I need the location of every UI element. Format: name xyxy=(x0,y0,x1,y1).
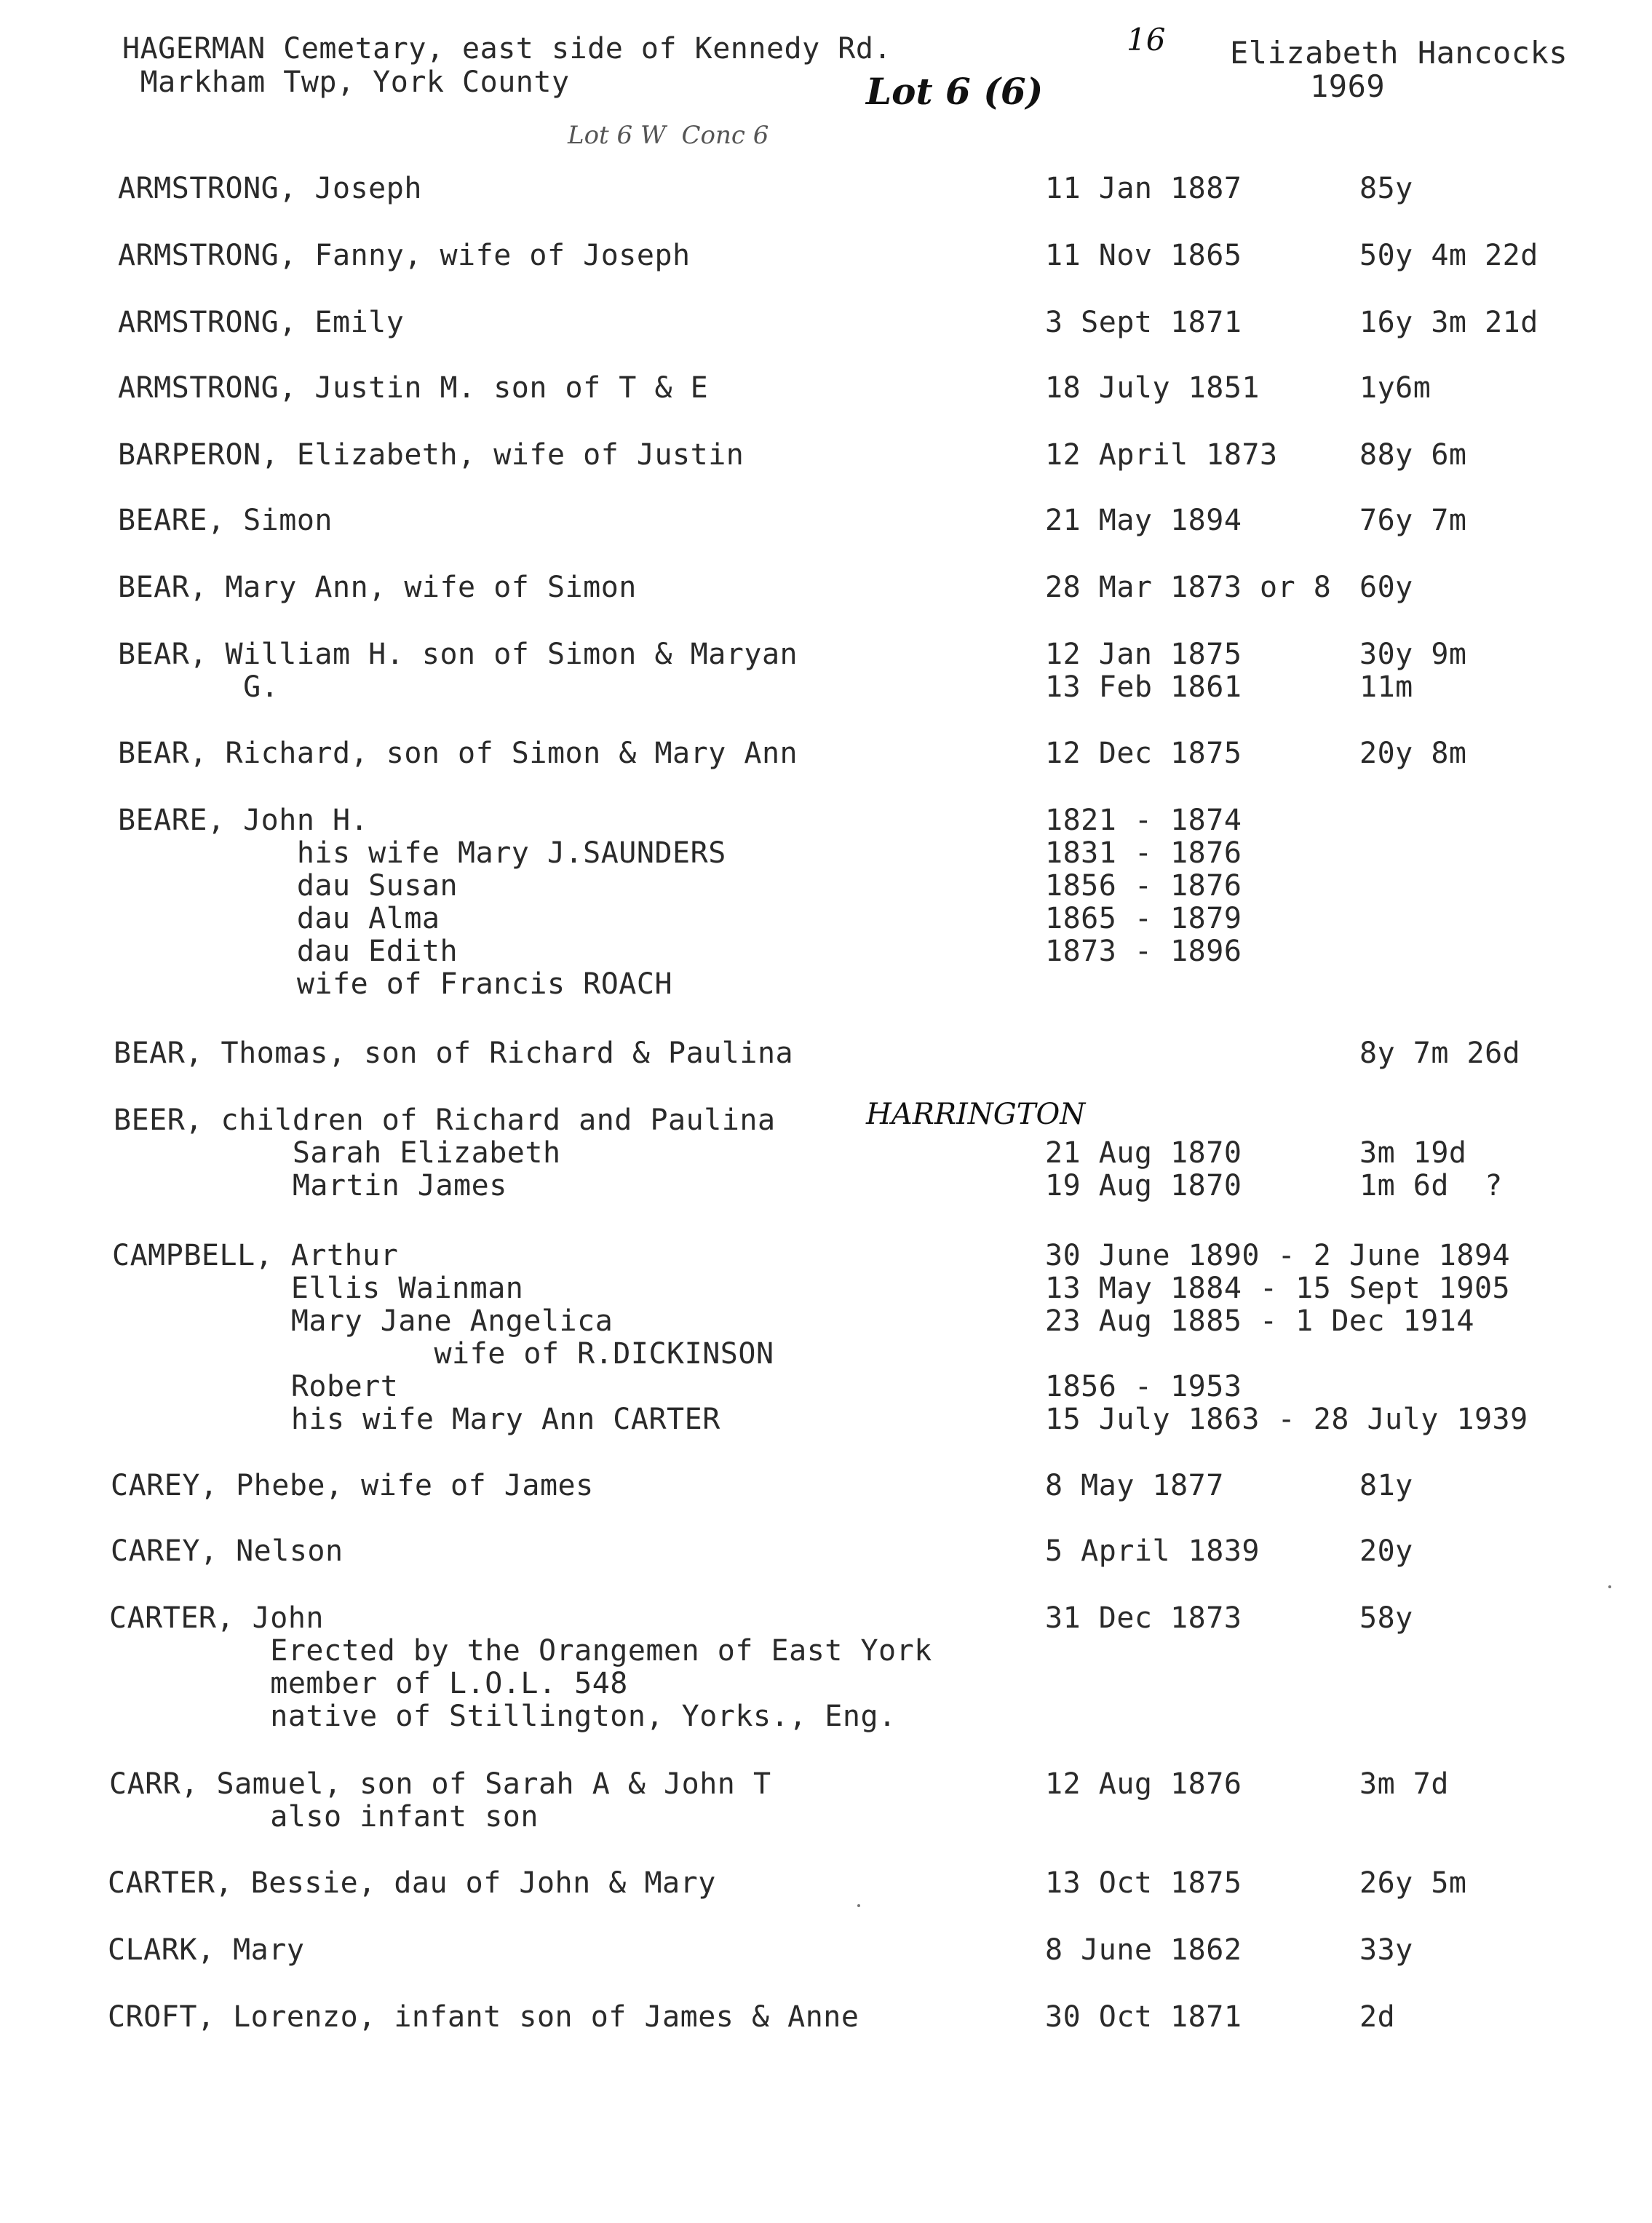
entry-detail-line: native of Stillington, Yorks., Eng. xyxy=(109,1700,897,1733)
entry-age: 3m 19d xyxy=(1359,1136,1467,1170)
entry-date: 13 Feb 1861 xyxy=(1045,670,1242,704)
entry-detail-line: member of L.O.L. 548 xyxy=(109,1667,628,1700)
entry-age: 58y xyxy=(1359,1601,1413,1635)
entry-name: BEARE, Simon xyxy=(118,504,333,537)
entry-age: 88y 6m xyxy=(1359,438,1467,472)
entry-date: 13 Oct 1875 xyxy=(1045,1866,1242,1900)
entry-age: 1m 6d ? xyxy=(1359,1169,1503,1202)
entry-date: 30 Oct 1871 xyxy=(1045,2000,1242,2034)
entry-name: CARR, Samuel, son of Sarah A & John T xyxy=(109,1767,771,1801)
entry-age: 26y 5m xyxy=(1359,1866,1467,1900)
entry-age: 11m xyxy=(1359,670,1413,704)
entry-name: BARPERON, Elizabeth, wife of Justin xyxy=(118,438,744,472)
entry-age: 16y 3m 21d xyxy=(1359,306,1538,339)
entry-age: 1y6m xyxy=(1359,371,1431,405)
entry-date: 1821 - 1874 xyxy=(1045,804,1242,837)
entry-name: CAREY, Nelson xyxy=(111,1534,343,1568)
entry-detail-line: Erected by the Orangemen of East York xyxy=(109,1634,932,1668)
entry-age: 50y 4m 22d xyxy=(1359,239,1538,272)
entry-date: 18 July 1851 xyxy=(1045,371,1260,405)
entry-detail-line: Martin James xyxy=(114,1169,507,1202)
entry-detail-line: dau Susan xyxy=(118,869,458,903)
entry-name: CROFT, Lorenzo, infant son of James & Anne xyxy=(108,2000,859,2034)
entry-date: 15 July 1863 - 28 July 1939 xyxy=(1045,1403,1528,1436)
entry-date: 1873 - 1896 xyxy=(1045,935,1242,968)
handwritten-lot-note: Lot 6 (6) xyxy=(866,70,1044,113)
compiler-name: Elizabeth Hancocks xyxy=(1230,35,1568,71)
entry-date: 11 Jan 1887 xyxy=(1045,172,1242,205)
scan-speck xyxy=(1608,1585,1611,1588)
entry-age: 2d xyxy=(1359,2000,1396,2034)
entry-name: CARTER, Bessie, dau of John & Mary xyxy=(108,1866,716,1900)
entry-age: 33y xyxy=(1359,1933,1413,1967)
entry-detail-line: Sarah Elizabeth xyxy=(114,1136,561,1170)
entry-detail-line: wife of R.DICKINSON xyxy=(112,1337,774,1371)
entry-detail-line: Ellis Wainman xyxy=(112,1272,524,1305)
entry-detail-line: also infant son xyxy=(109,1800,539,1834)
entry-name: ARMSTRONG, Fanny, wife of Joseph xyxy=(118,239,691,272)
entry-date: 11 Nov 1865 xyxy=(1045,239,1242,272)
entry-age: 20y xyxy=(1359,1534,1413,1568)
handwritten-page-number: 16 xyxy=(1127,22,1166,58)
handwritten-lot-concession-note: Lot 6 W Conc 6 xyxy=(568,121,769,150)
entry-name: ARMSTRONG, Joseph xyxy=(118,172,422,205)
entry-date: 12 Dec 1875 xyxy=(1045,737,1242,770)
entry-name: CAMPBELL, Arthur xyxy=(112,1239,399,1272)
entry-detail-line: wife of Francis ROACH xyxy=(118,967,673,1001)
entry-name: ARMSTRONG, Emily xyxy=(118,306,405,339)
entry-detail-line: his wife Mary Ann CARTER xyxy=(112,1403,720,1436)
entry-name: BEAR, Mary Ann, wife of Simon xyxy=(118,571,637,604)
entry-name: BEAR, William H. son of Simon & Maryan xyxy=(118,638,798,671)
entry-name: BEARE, John H. xyxy=(118,804,369,837)
entry-age: 20y 8m xyxy=(1359,737,1467,770)
entry-date: 8 May 1877 xyxy=(1045,1469,1224,1502)
entry-date: 13 May 1884 - 15 Sept 1905 xyxy=(1045,1272,1511,1305)
entry-date: 28 Mar 1873 or 8 xyxy=(1045,571,1332,604)
entry-name: CARTER, John xyxy=(109,1601,324,1635)
entry-age: 30y 9m xyxy=(1359,638,1467,671)
entry-age: 81y xyxy=(1359,1469,1413,1502)
entry-date: 3 Sept 1871 xyxy=(1045,306,1242,339)
entry-date: 19 Aug 1870 xyxy=(1045,1169,1242,1202)
entry-age: 60y xyxy=(1359,571,1413,604)
header-township-line: Markham Twp, York County xyxy=(122,66,570,99)
entry-date: 1856 - 1876 xyxy=(1045,869,1242,903)
entry-date: 12 Jan 1875 xyxy=(1045,638,1242,671)
entry-date: 21 Aug 1870 xyxy=(1045,1136,1242,1170)
entry-name: ARMSTRONG, Justin M. son of T & E xyxy=(118,371,709,405)
handwritten-surname-note: HARRINGTON xyxy=(866,1098,1086,1131)
entry-age: 85y xyxy=(1359,172,1413,205)
entry-name: CLARK, Mary xyxy=(108,1933,305,1967)
entry-date: 23 Aug 1885 - 1 Dec 1914 xyxy=(1045,1304,1474,1338)
entry-age: 76y 7m xyxy=(1359,504,1467,537)
entry-date: 12 April 1873 xyxy=(1045,438,1278,472)
entry-age: 3m 7d xyxy=(1359,1767,1449,1801)
entry-detail-line: dau Alma xyxy=(118,902,440,935)
entry-detail-line: G. xyxy=(118,670,279,704)
header-cemetery-line: HAGERMAN Cemetary, east side of Kennedy Rd. xyxy=(122,32,892,66)
compiler-year: 1969 xyxy=(1310,68,1386,104)
entry-detail-line: Mary Jane Angelica xyxy=(112,1304,613,1338)
entry-age: 8y 7m 26d xyxy=(1359,1037,1521,1070)
entry-date: 1831 - 1876 xyxy=(1045,836,1242,870)
entry-date: 8 June 1862 xyxy=(1045,1933,1242,1967)
scan-speck xyxy=(857,1904,860,1907)
entry-date: 5 April 1839 xyxy=(1045,1534,1260,1568)
entry-date: 21 May 1894 xyxy=(1045,504,1242,537)
entry-date: 1856 - 1953 xyxy=(1045,1370,1242,1403)
entry-date: 30 June 1890 - 2 June 1894 xyxy=(1045,1239,1511,1272)
entry-date: 12 Aug 1876 xyxy=(1045,1767,1242,1801)
entry-detail-line: his wife Mary J.SAUNDERS xyxy=(118,836,726,870)
entry-name: BEAR, Richard, son of Simon & Mary Ann xyxy=(118,737,798,770)
entry-detail-line: dau Edith xyxy=(118,935,458,968)
entry-name: BEER, children of Richard and Paulina xyxy=(114,1103,776,1137)
entry-name: BEAR, Thomas, son of Richard & Paulina xyxy=(114,1037,794,1070)
entry-detail-line: Robert xyxy=(112,1370,399,1403)
entry-date: 31 Dec 1873 xyxy=(1045,1601,1242,1635)
entry-date: 1865 - 1879 xyxy=(1045,902,1242,935)
entry-name: CAREY, Phebe, wife of James xyxy=(111,1469,594,1502)
